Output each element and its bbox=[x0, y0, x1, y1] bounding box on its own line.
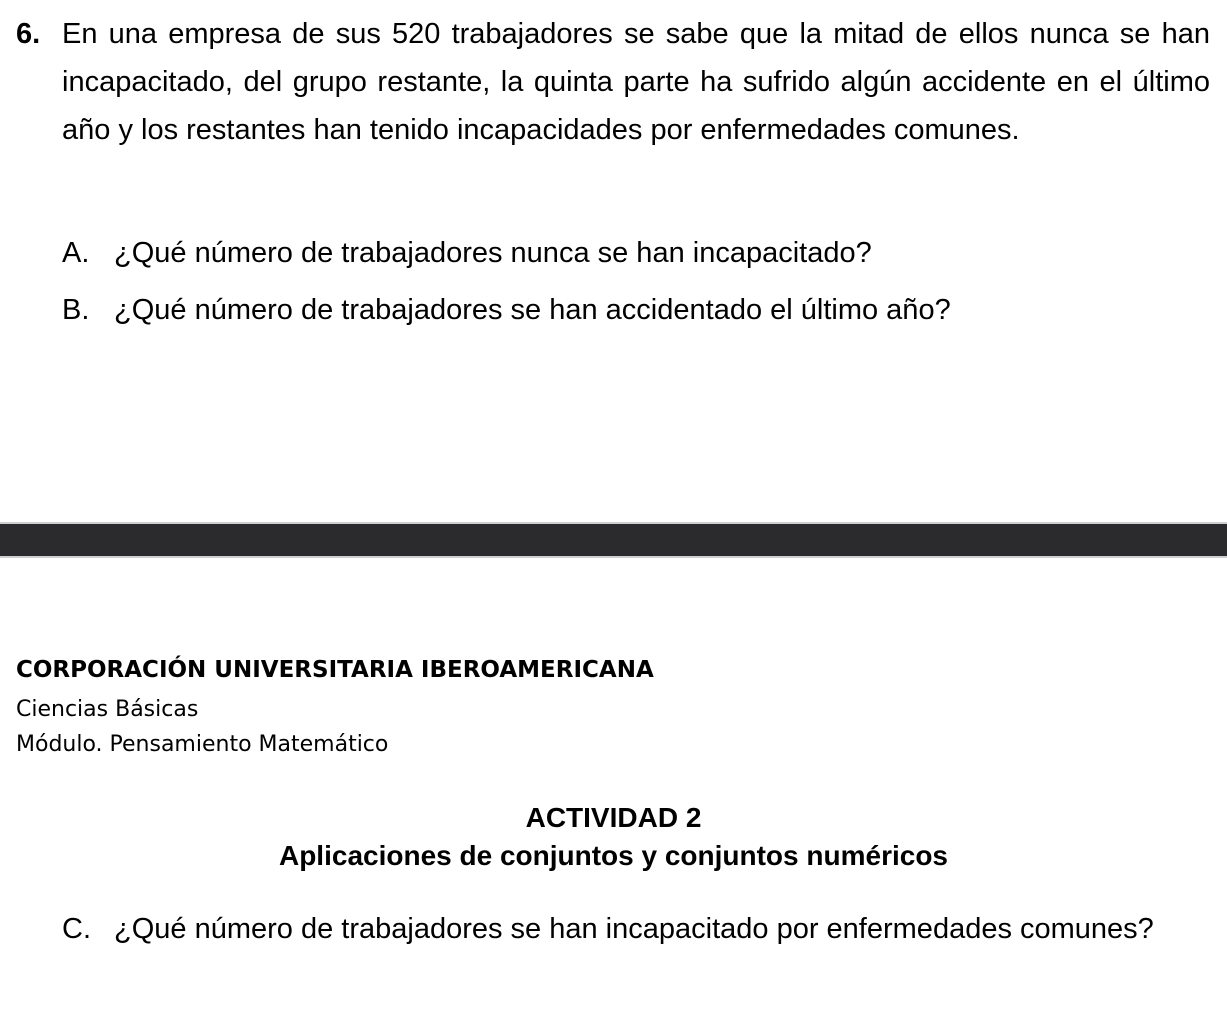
activity-number: ACTIVIDAD 2 bbox=[525, 802, 702, 833]
question-text: ¿Qué número de trabajadores se han accidentado el último año? bbox=[114, 294, 951, 326]
problem-number: 6. bbox=[16, 18, 41, 50]
question-letter: A. bbox=[62, 237, 90, 269]
question-text: ¿Qué número de trabajadores se han incapacitado por enfermedades comunes? bbox=[114, 913, 1154, 945]
question-c bbox=[62, 903, 1210, 955]
department-name: Ciencias Básicas bbox=[16, 697, 199, 722]
module-name: Módulo. Pensamiento Matemático bbox=[16, 732, 389, 757]
activity-title: Aplicaciones de conjuntos y conjuntos numéricos bbox=[278, 840, 948, 871]
problem-statement bbox=[16, 10, 1210, 154]
question-letter: C. bbox=[62, 913, 91, 945]
question-b bbox=[62, 294, 951, 327]
problem-text: En una empresa de sus 520 trabajadores se sabe que la mitad de ellos nunca se han incapacitado, del grupo restante, la quinta parte ha sufrido algún accidente en el último año y los restantes han tenido incapacidades por enfermedades comunes. bbox=[62, 18, 1210, 146]
page-separator bbox=[0, 522, 1227, 558]
question-text: ¿Qué número de trabajadores nunca se han incapacitado? bbox=[114, 237, 872, 269]
question-letter: B. bbox=[62, 294, 90, 326]
institution-name: CORPORACIÓN UNIVERSITARIA IBEROAMERICANA bbox=[16, 657, 654, 683]
question-a bbox=[62, 237, 872, 270]
